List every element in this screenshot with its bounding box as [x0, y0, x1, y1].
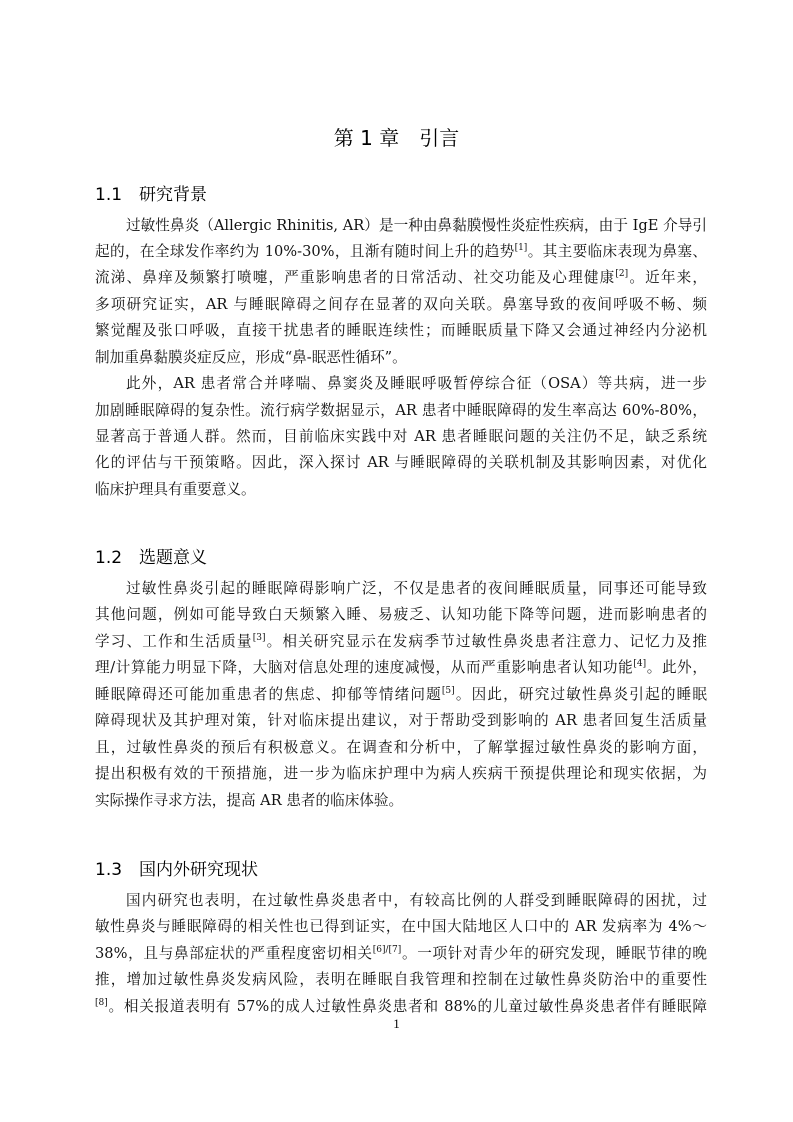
- section-heading-1-1: [95, 180, 207, 205]
- paragraph-line: 过敏性鼻炎（Allergic Rhinitis, AR）是一种由鼻黏膜慢性炎症性疾病，由于 IgE 介导引: [126, 217, 707, 234]
- text-span: 流涕、鼻痒及频繁打喷嚏，严重影响患者的日常活动、社交功能及心理健康: [95, 269, 616, 286]
- text-span: 学习、工作和生活质量: [95, 633, 253, 650]
- paragraph-line: 繁觉醒及张口呼吸，直接干扰患者的睡眠连续性；而睡眠质量下降又会通过神经内分泌机: [95, 322, 707, 339]
- paragraph-line: 敏性鼻炎与睡眠障碍的相关性也已得到证实，在中国大陆地区人口中的 AR 发病率为 4%～: [95, 918, 707, 935]
- chapter-title: [0, 122, 793, 151]
- section-number: 1.3: [95, 860, 123, 880]
- paragraph-line: [95, 657, 707, 679]
- text-span: 。相关报道表明有 57%的成人过敏性鼻炎患者和 88%的儿童过敏性鼻炎患者伴有睡眠障: [107, 998, 707, 1015]
- paragraph-line: 国内研究也表明，在过敏性鼻炎患者中，有较高比例的人群受到睡眠障碍的困扰，过: [126, 892, 707, 909]
- paragraph-line: 提出积极有效的干预措施，进一步为临床护理中为病人疾病干预提供理论和现实依据，为: [95, 765, 707, 782]
- text-span: 。因此，研究过敏性鼻炎引起的睡眠: [454, 686, 707, 703]
- page-number: 1: [393, 1016, 400, 1031]
- citation-ref: [4]: [633, 659, 647, 669]
- paragraph-line: 制加重鼻黏膜炎症反应，形成“鼻-眠恶性循环”。: [95, 349, 407, 366]
- text-span: 理/计算能力明显下降，大脑对信息处理的速度减慢，从而严重影响患者认知功能: [95, 659, 634, 676]
- text-span: 。一项针对青少年的研究发现，睡眠节律的晚: [401, 945, 707, 962]
- paragraph-line: [95, 241, 707, 263]
- section-heading-1-2: [95, 543, 207, 568]
- text-span: 起的，在全球发作率约为 10%-30%，且渐有随时间上升的趋势: [95, 243, 515, 260]
- section-title: 国内外研究现状: [139, 860, 258, 880]
- text-span: 。其主要临床表现为鼻塞、: [527, 243, 707, 260]
- citation-ref: [3]: [252, 633, 266, 643]
- text-span: 38%，且与鼻部症状的严重程度密切相关: [95, 945, 373, 962]
- section-number: 1.1: [95, 185, 123, 205]
- text-span: 。近年来，: [628, 269, 707, 286]
- section-number: 1.2: [95, 548, 123, 568]
- text-span: 。相关研究显示在发病季节过敏性鼻炎患者注意力、记忆力及推: [265, 633, 707, 650]
- paragraph-line: 化的评估与干预策略。因此，深入探讨 AR 与睡眠障碍的关联机制及其影响因素，对优化: [95, 454, 707, 471]
- paragraph-line: 其他问题，例如可能导致白天频繁入睡、易疲乏、认知功能下降等问题，进而影响患者的: [95, 606, 707, 623]
- paragraph-line: 且，过敏性鼻炎的预后有积极意义。在调查和分析中，了解掌握过敏性鼻炎的影响方面，: [95, 739, 707, 756]
- paragraph-line: 多项研究证实，AR 与睡眠障碍之间存在显著的双向关联。鼻塞导致的夜间呼吸不畅、频: [95, 296, 707, 313]
- paragraph-line: 实际操作寻求方法，提高 AR 患者的临床体验。: [95, 792, 404, 809]
- citation-ref: [5]: [441, 686, 455, 696]
- paragraph-line: [95, 996, 707, 1018]
- paragraph-line: [95, 267, 707, 289]
- paragraph-line: 显著高于普通人群。然而，目前临床实践中对 AR 患者睡眠问题的关注仍不足，缺乏系统: [95, 428, 707, 445]
- paragraph-line: [95, 684, 707, 706]
- citation-ref: [2]: [615, 269, 629, 279]
- paragraph-line: 加剧睡眠障碍的复杂性。流行病学数据显示，AR 患者中睡眠障碍的发生率高达 60%-80%，: [95, 402, 707, 419]
- citation-ref: [6]/[7]: [372, 945, 402, 955]
- section-title: 选题意义: [139, 548, 207, 568]
- chapter-name: 引言: [419, 126, 460, 150]
- paragraph-line: 障碍现状及其护理对策，针对临床提出建议，对于帮助受到影响的 AR 患者回复生活质量: [95, 712, 707, 729]
- section-heading-1-3: [95, 855, 258, 880]
- paragraph-line: 临床护理具有重要意义。: [95, 481, 256, 498]
- paragraph-line: [95, 631, 707, 653]
- text-span: 。此外，: [646, 659, 707, 676]
- text-span: 睡眠障碍还可能加重患者的焦虑、抑郁等情绪问题: [95, 686, 442, 703]
- paragraph-line: 过敏性鼻炎引起的睡眠障碍影响广泛，不仅是患者的夜间睡眠质量，同事还可能导致: [126, 580, 707, 597]
- section-title: 研究背景: [139, 185, 207, 205]
- paragraph-line: [95, 943, 707, 965]
- paragraph-line: 推，增加过敏性鼻炎发病风险，表明在睡眠自我管理和控制在过敏性鼻炎防治中的重要性: [95, 971, 707, 988]
- citation-ref: [1]: [514, 243, 528, 253]
- citation-ref: [8]: [95, 998, 108, 1008]
- chapter-number: 第 1 章: [333, 126, 400, 150]
- paragraph-line: 此外，AR 患者常合并哮喘、鼻窦炎及睡眠呼吸暂停综合征（OSA）等共病，进一步: [126, 375, 707, 392]
